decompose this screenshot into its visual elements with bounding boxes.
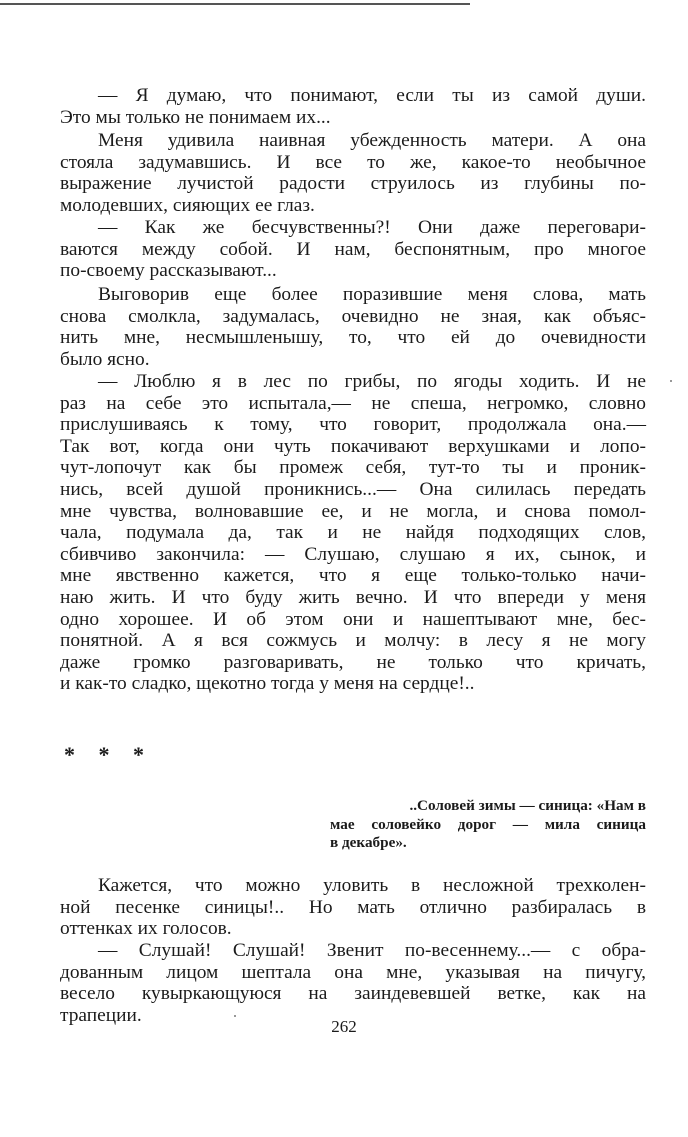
epigraph-line: в декабре».: [330, 834, 407, 852]
text-line: было ясно.: [60, 348, 150, 370]
text-line: Меня удивила наивная убежденность матери. А она: [98, 130, 646, 151]
text-line: — Как же бесчувственны?! Они даже переговари-: [98, 217, 646, 238]
epigraph-line: мае соловейко дорог — мила синица: [330, 815, 646, 833]
text-line: одно хорошее. И об этом они и нашептывают мне, бес-: [60, 608, 646, 630]
text-line: — Слушай! Слушай! Звенит по-весеннему...— с обра-: [98, 940, 646, 961]
text-line: мне чувства, волновавшие ее, и не могла, и снова помол-: [60, 500, 646, 522]
paragraph-7: [60, 940, 646, 1026]
paragraph-6: [60, 875, 646, 940]
text-line: раз на себе это испытала,— не спеша, негромко, словно: [60, 392, 646, 414]
text-line: чала, подумала да, так и не найдя подходящих слов,: [60, 522, 646, 544]
text-line: стояла задумавшись. И все то же, какое-то необычное: [60, 151, 646, 173]
text-line: чут-лопочут как бы промеж себя, тут-то ты и проник-: [60, 457, 646, 479]
paragraph-3: [60, 217, 646, 282]
text-line: трапеции.: [60, 1004, 142, 1026]
text-line: — Я думаю, что понимают, если ты из самой души.: [98, 85, 646, 106]
text-line: прислушиваясь к тому, что говорит, продолжала она.—: [60, 414, 646, 436]
text-line: нить мне, несмышленышу, то, что ей до очевидности: [60, 327, 646, 349]
paragraph-2: [60, 130, 646, 216]
text-line: Это мы только не понимаем их...: [60, 106, 331, 128]
print-speck: [234, 1015, 236, 1017]
text-line: наю жить. И что буду жить вечно. И что впереди у меня: [60, 586, 646, 608]
text-line: ной песенке синицы!.. Но мать отлично разбиралась в: [60, 896, 646, 918]
text-line: Выговорив еще более поразившие меня слова, мать: [98, 284, 646, 305]
text-line: ваются между собой. И нам, беспонятным, про многое: [60, 238, 646, 260]
text-line: молодевших, сияющих ее глаз.: [60, 194, 315, 216]
paragraph-4: [60, 284, 646, 370]
text-line: — Люблю я в лес по грибы, по ягоды ходить. И не: [98, 371, 646, 392]
text-line: понятной. А я вся сожмусь и молчу: в лесу я не могу: [60, 630, 646, 652]
top-rule: [0, 3, 470, 5]
text-line: Так вот, когда они чуть покачивают верхушками и лопо-: [60, 435, 646, 457]
epigraph: [330, 797, 646, 853]
text-line: снова смолкла, задумалась, очевидно не зная, как объяс-: [60, 305, 646, 327]
text-line: даже громко разговаривать, не только что кричать,: [60, 651, 646, 673]
text-line: выражение лучистой радости струилось из глубины по-: [60, 173, 646, 195]
text-line: весело кувыркающуюся на заиндевевшей ветке, как на: [60, 983, 646, 1005]
print-speck: [670, 380, 672, 382]
section-separator: * * *: [64, 742, 153, 767]
text-line: сбивчиво закончила: — Слушаю, слушаю я их, сынок, и: [60, 543, 646, 565]
page-number: 262: [331, 1017, 357, 1036]
epigraph-line: ..Соловей зимы — синица: «Нам в: [409, 797, 646, 814]
text-line: Кажется, что можно уловить в несложной трехколен-: [98, 875, 646, 896]
text-line: нись, всей душой проникнись...— Она силилась передать: [60, 478, 646, 500]
text-line: по-своему рассказывают...: [60, 260, 277, 282]
text-line: дованным лицом шептала она мне, указывая на пичугу,: [60, 961, 646, 983]
text-line: мне явственно кажется, что я еще только-только начи-: [60, 565, 646, 587]
text-line: оттенках их голосов.: [60, 918, 232, 940]
text-line: и как-то сладко, щекотно тогда у меня на сердце!..: [60, 673, 475, 695]
paragraph-1: [60, 85, 646, 128]
paragraph-5: [60, 371, 646, 695]
